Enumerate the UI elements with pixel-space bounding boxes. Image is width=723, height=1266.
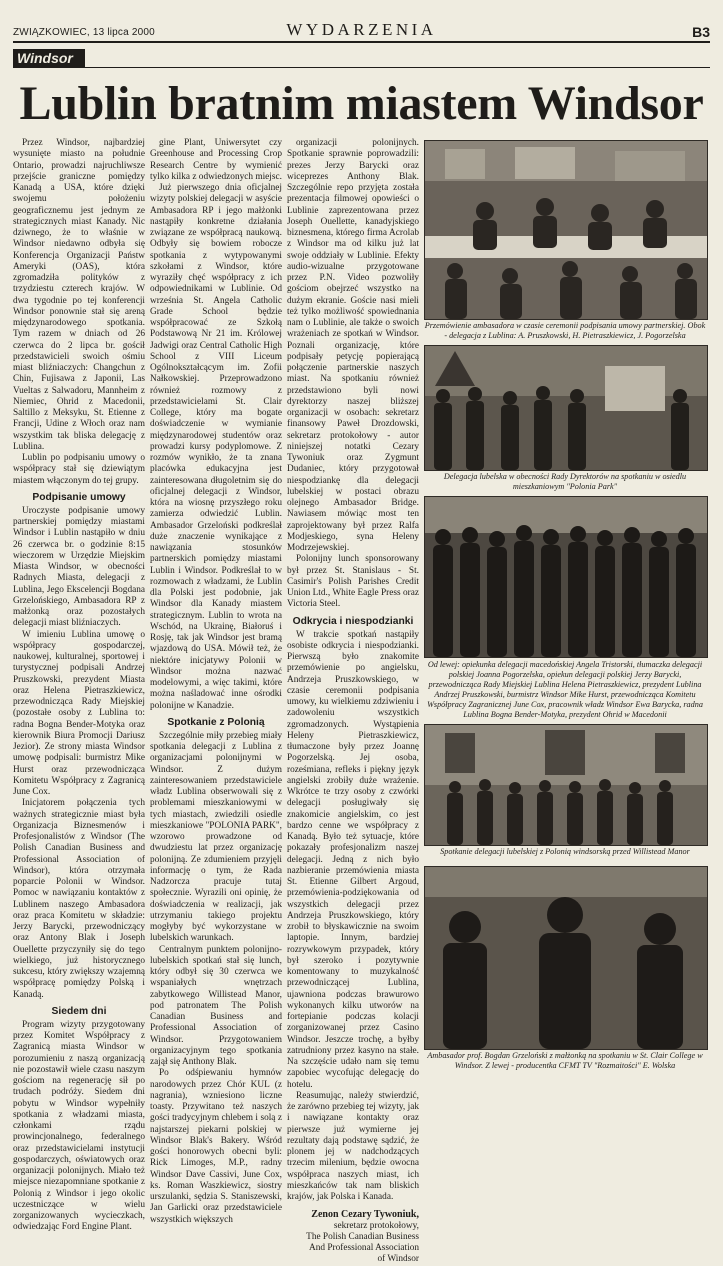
photo-caption-1: Przemówienie ambasadora w czasie ceremonii podpisania umowy partnerskiej. Obok - delegacja z Lublina: A. Pruszkowski, H. Pietraszkiewicz, J. Pogorzelska: [424, 321, 706, 340]
author-affiliation-line: of Windsor: [377, 1254, 419, 1265]
author-name: Zenon Cezary Tywoniuk,: [311, 1209, 419, 1221]
photo-caption-2: Delegacja lubelska w obecności Rady Dyrektorów na spotkaniu w osiedlu mieszkaniowym "Polonia Park": [443, 472, 687, 491]
article-paragraph: Reasumując, należy stwierdzić, że zarówno przebieg tej wizyty, jak i nawiązane kontakty oraz pierwsze już wymierne jej rezultaty dają podstawę sądzić, że plonem jej w nadchodzących trzecim milenium, będzie owocna współpraca naszych miast, ich mieszkańców tak nam bliskich krajów, jak Polska i Kanada.: [287, 1090, 419, 1202]
subheading: Siedem dni: [51, 1005, 107, 1017]
article-paragraph: Już pierwszego dnia oficjalnej wizyty polskiej delegacji w asyście Ambasadora RP i jego małżonki nastąpiły konkretne działania związane ze współpracą naukową. Odbyły się bowiem robocze spotkania z wytypowanymi szkołami z Windsor, które wyraziły chęć współpracy z ich odpowiednikami w Lublinie. Od września St. Angela Catholic Grade School będzie współpracować ze Szkołą Podstawową Nr 21 im. Królowej Jadwigi oraz Central Catholic High School z VIII Liceum Ogólnokształcącym im. Zofii Nałkowskiej. Przeprowadzono również rozmowy z przedstawicielami St. Clair College, który ma bogate doświadczenie w wymianie międzynarodowej studentów oraz prowadzi kursy podyplomowe. Z rozmów wynikło, że ta znana placówka edukacyjna jest zainteresowana długoletnim się do oficjalnej delegacji z Windsor, która na wiosnę przyszłego roku zamierza odwiedzić Lublin. Ambasador Grzeloński podkreślał duże znaczenie wynikające z nawiązania stosunków partnerskich pomiędzy miastami Lublin i Windsor. Podkreślał to w rozmowach z władzami, że Lublin dla Polski jest podobnie, jak Windsor dla Kanady miastem strategicznym. Lublin to wrota na Wschód, na Ukrainę, Białoruś i Rosję, tak jak Windsor jest bramą wjazdową do USA. Mówił też, że niektóre inicjatywy Polonii w Windsor można nazwać modelowymi, a więc takimi, które można naśladować inne ośrodki polonijne w Kanadzie.: [150, 183, 282, 711]
article-paragraph: Polonijny lunch sponsorowany był przez St. Stanislaus - St. Casimir's Polish Parishes Credit Union Ltd., White Eagle Press oraz Victoria Steel.: [287, 554, 419, 610]
page-number: B3: [692, 24, 710, 40]
article-paragraph: Uroczyste podpisanie umowy partnerskiej pomiędzy miastami Windsor i Lublin nastąpiło w dniu 26 czerwca br. o godzinie 8:15 wieczorem w Urzędzie Miejskim Miasta Windsor, w obecności Radnych Miasta, delegacji z Lublina, Jego Ekscelencji Bogdana Grzelońskiego, Ambasadora RP z małżonką oraz pozostałych delegacji miast bliźniaczych.: [13, 505, 145, 629]
photo-caption-5: Ambasador prof. Bogdan Grzeloński z małżonką na spotkaniu w St. Clair College w Windsor. Z lewej - producentka CFMT TV "Rozmaitości" E. Wolska: [427, 1051, 703, 1070]
photo-signing-ceremony: [424, 140, 708, 320]
photo-polonia-park: [424, 345, 708, 471]
subheading: Podpisanie umowy: [32, 491, 126, 503]
issue-date: ZWIĄZKOWIEC, 13 lipca 2000: [13, 27, 155, 38]
author-affiliation-line: And Professional Association: [308, 1243, 419, 1253]
article-column-3: [287, 138, 419, 1265]
masthead: [13, 21, 710, 43]
section-kicker: Windsor: [13, 49, 85, 67]
article-paragraph: Szczególnie miły przebieg miały spotkania delegacji z Lublina z organizacjami polonijnymi w Windsor. Z dużym zainteresowaniem przedstawiciele władz Lublina obserwowali się z problemami mieszkaniowymi w tych miastach, zwiedzili osiedle mieszkaniowe "POLONIA PARK", wzorowo prowadzone od dwudziestu lat przez organizację polonijną. Ze zdumieniem przyjęli informację o tym, że Rada Nadzorcza pracuje tutaj społecznie. Wyrazili oni opinię, że doświadczenia w realizacji, jak utrzymaniu takiego projektu mogłyby być wykorzystane w lubelskich warunkach.: [150, 730, 282, 944]
subheading: Spotkanie z Polonią: [167, 716, 265, 728]
author-affiliation-line: sekretarz protokołowy,: [333, 1220, 419, 1231]
article-column-1: [13, 138, 145, 1233]
section-title: WYDARZENIA: [286, 20, 437, 39]
article-paragraph: W trakcie spotkań nastąpiły osobiste odkrycia i niespodzianki. Pierwszą było znakomite przemówienie po angielsku, Andrzeja Pruszkowskiego, w czasie ceremonii podpisania umowy, ku wielkiemu zdziwieniu i zadowoleniu wszystkich zgromadzonych. Wystąpienia Heleny Pietraszkiewicz, tłumaczone były przez Joannę Pogorzelską. Jej osoba, roześmiana, refleks i piękny język angielski zrobiły duże wrażenie. Wkrótce te trzy osoby z czwórki delegacji posługiwały się znakomicie angielskim, co jest bardzo cenne we współpracy z Kanadą. Było też sytuacje, które pokazały profesjonalizm naszej delegacji. Jedną z nich było nazbieranie przemówienia miasta St. Etienne Gilbert Argoud, przemówienia-podziękowania od wszystkich delegacji przez Andrzeja Pruszkowskiego, który zrobił to błyskawicznie na swoim laptopie. Innym, bardziej rozrywkowym przypadek, który był szeroko i pozytywnie komentowany to muzykalność przewodniczącej Lublina, ujawniona podczas brawurowo wykonanych kilku utworów na fortepianie podczas kolacji zorganizowanej przez Casino Windsor. Jeszcze trochę, a byłby zatrudniony przez kasyno na stałe. Na szczęście udało nam się temu zapobiec wycofując delegację do hotelu.: [287, 629, 419, 1090]
article-paragraph: W imieniu Lublina umowę o współpracy gospodarczej, naukowej, kulturalnej, sportowej i turystycznej podpisali Andrzej Pruszkowski, prezydent Miasta oraz Helena Pietraszkiewicz, przewodnicząca Rady Miejskiej (pozostałe osoby z Lublina to: radna Bogna Bender-Motyka oraz kierownik Biura Promocji Dariusz Jezior). Ze strony miasta Windsor umowę podpisali: burmistrz Mike Hurst oraz przewodnicząca Komitetu Współpracy z Zagranicą June Cox.: [13, 629, 145, 797]
article-paragraph: Inicjatorem połączenia tych ważnych strategicznie miast była Organizacja Biznesmenów i Profesjonalistów z Windsor (The Polish Canadian Business and Professional Association of Windsor), która otrzymała poparcie Polonii w Windsor. Pomoc w nawiązaniu kontaktów z Lublinem naszego Ambasadora oraz praca Komitetu w składzie: Jerzy Barycki, przewodniczący oraz Antony Blak i Joseph Ouellette przyczyniły się do tego wielkiego, już historycznego sukcesu, który zwiększy wzajemną współpracę pomiędzy Polską i Kanadą.: [13, 798, 145, 1000]
headline: Lublin bratnim miastem Windsor: [19, 77, 704, 130]
article-paragraph: Centralnym punktem polonijno-lubelskich spotkań stał się lunch, który odbył się 30 czerwca we wspaniałych wnętrzach zabytkowego Willistead Manor, pod patronatem The Polish Canadian Business and Professional Association of Windsor. Przygotowaniem organizacyjnym tego spotkania zajął się Anthony Blak.: [150, 944, 282, 1067]
article-paragraph: Program wizyty przygotowany przez Komitet Współpracy z Zagranicą miasta Windsor w porozumieniu z naszą organizacją nie pozostawił wiele czasu naszym gościom na regenerację sił po trudach podróży. Siedem dni pobytu w Windsor wypełniły spotkania z władzami miasta, członkami rządu prowincjonalnego, federalnego oraz przedstawicielami instytucji gospodarczych, oświatowych oraz organizacji polonijnych. Miało też miejsce niezapomniane spotkanie z Polonią z Windsor i jego okolic uczestniczące w wielu zorganizowanych wycieczkach, odwiedzając Ford Engine Plant.: [13, 1019, 145, 1233]
article-paragraph: organizacji polonijnych. Spotkanie sprawnie poprowadzili: prezes Jerzy Barycki oraz wiceprezes Anthony Blak. Szczególnie repo przyjęta została prezentacja filmowej opowieści o Lublinie zaprezentowana przez Joseph Ouellette, kanadyjskiego biznesmena, którego firma Acrolab z Windsor ma od kilku już lat swoje oddziały w Lublinie. Efekty audio-wizualne przygotowane przez P.N. Video pozwoliły gościom obejrzeć wszystko na dużym ekranie. Goście nasi mieli też tylko możliwość spowiednania nam o Lublinie, ale także o swoich wrażeniach ze spotkań w Windsor. Poznali organizację, które podpisały petycję popierającą połączenie partnerskie naszych miast. Na spotkaniu również przedstawiono byli nowi dyrektorzy naszej bliższej organizacji w osobach: sekretarz finansowy Paweł Drozdowski, sekretarz protokołowy - autor niniejszej notatki Cezary Tywoniuk oraz Zygmunt Dudaniec, który przygotował niespodziankę dla delegacji lubelskiej w postaci obrazu olejnego Ambasador Bridge. Nawiasem mówiąc most ten zaprojektowany był przez Ralfa Modjeskiego, syna Heleny Modrzejewskiej.: [287, 138, 419, 553]
photo-group-delegations: [424, 496, 708, 658]
article-paragraph: Przez Windsor, najbardziej wysunięte miasto na południe Ontario, prowadzi najruchliwsze przejście graniczne pomiędzy Kanadą a USA, które dzięki swojemu położeniu geograficznemu jest jednym ze strategicznych miast Kanady. Nic dziwnego, że to właśnie w Windsor niedawno odbyła się Konferencja Organizacji Państw Ameryki (OAS), która zgromadziła polityków z trzydziestu czterech krajów. W dwa tygodnie po tej konferencji Windsor ponownie stał się areną międzynarodowego spotkania. Tym razem w dniach od 26 czerwca do 2 lipca br. gościł przedstawicieli swoich ośmiu miast bliźniaczych: Changchun z Chin, Fujisawa z Japonii, Las Vueltas z Salwadoru, Mannheim z Niemiec, Ohrid z Macedonii, Saltillo z Meksyku, St. Etienne z Francji, Udine z Włoch oraz nam wszystkim tak bliska delegację z Lublina.: [13, 138, 145, 452]
article-paragraph: Lublin po podpisaniu umowy o współpracy stał się dziewiątym miastem włączonym do tej grupy.: [13, 453, 145, 486]
article-column-2: [150, 138, 282, 1225]
kicker-rule: [13, 67, 710, 68]
article-paragraph: Po odśpiewaniu hymnów narodowych przez Chór KUL (z nagrania), wzniesiono liczne toasty. Przywitano też naszych gości tradycyjnym chlebem i solą z najstarszej piekarni polskiej w Windsor Blak's Bakery. Wśród gości honorowych obecni byli: Rick Limoges, M.P., radny Windsor Dave Cassivi, June Cox, ks. Roman Waszkiewicz, siostry urszulanki, sędzia S. Staniszewski, Jan Garlicki oraz przedstawiciele wszystkich większych: [150, 1068, 282, 1225]
subheading: Odkrycia i niespodzianki: [292, 615, 414, 627]
photo-st-clair-college: [424, 866, 708, 1050]
photo-caption-4: Spotkanie delegacji lubelskiej z Polonią windsorską przed Willistead Manor: [440, 847, 690, 856]
photo-willistead-manor: [424, 724, 708, 846]
author-affiliation-line: The Polish Canadian Business: [306, 1231, 419, 1242]
author-signature: [287, 1209, 419, 1265]
photo-caption-3: Od lewej: opiekunka delegacji macedońskiej Angela Tristorski, tłumaczka delegacji polskiej Joanna Pogorzelska, opiekun delegacji polskiej Jerzy Barycki, przewodnicząca Rady Miejskiej Lublina Helena Pietraszkiewicz, prezydent Lublina Andrzej Pruszkowski, burmistrz Windsor Mike Hurst, przewodnicząca Komitetu Współpracy Zagranicznej June Cox, pracownik władz Windsor Ewa Barycka, radna Lublina Bogna Bender-Motyka, prezydent Ohrid w Macedonii: [427, 660, 703, 719]
article-paragraph: gine Plant, Uniwersytet czy Greenhouse and Processing Crop Research Centre by wymienić tylko kilka z odwiedzonych miejsc.: [150, 138, 282, 182]
